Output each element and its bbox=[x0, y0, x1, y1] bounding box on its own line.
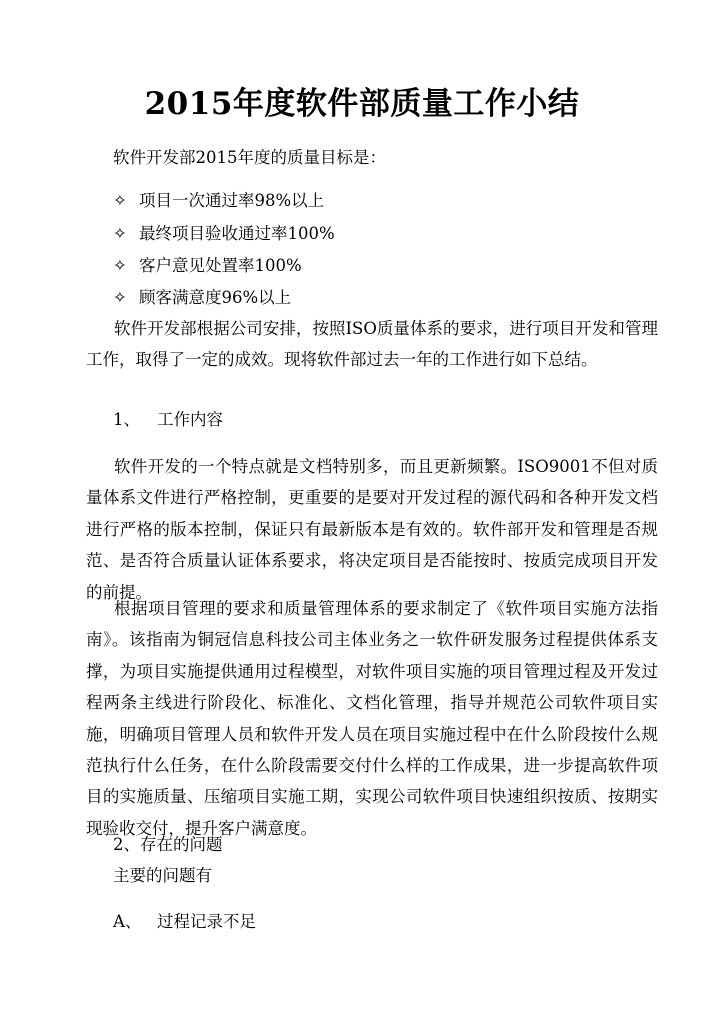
subsection-number: A、 bbox=[113, 912, 142, 931]
summary-paragraph: 软件开发部根据公司安排，按照ISO质量体系的要求，进行项目开发和管理工作，取得了一定的成效。现将软件部过去一年的工作进行如下总结。 bbox=[86, 319, 658, 370]
goal-item bbox=[113, 189, 324, 213]
problems-intro: 主要的问题有 bbox=[113, 866, 212, 885]
diamond-star-bullet-icon: ✧ bbox=[113, 256, 127, 275]
subsection-label: 过程记录不足 bbox=[157, 912, 256, 931]
goal-text: 最终项目验收通过率100% bbox=[139, 224, 335, 243]
section-heading-problems: 2、存在的问题 bbox=[113, 835, 223, 854]
goal-text: 客户意见处置率100% bbox=[139, 256, 302, 275]
work-content-paragraph: 软件开发的一个特点就是文档特别多，而且更新频繁。ISO9001不但对质量体系文件进行严格控制，更重要的是要对开发过程的源代码和各种开发文档进行严格的版本控制，保证只有最新版本是有效的。软件部开发和管理是否规范、是否符合质量认证体系要求，将决定项目是否能按时、按质完成项目开发的前提。 bbox=[86, 457, 658, 602]
diamond-star-bullet-icon: ✧ bbox=[113, 191, 127, 210]
quality-goals-intro: 软件开发部2015年度的质量目标是： bbox=[113, 148, 386, 167]
section-heading-work-content bbox=[113, 408, 223, 432]
goal-text: 顾客满意度96%以上 bbox=[139, 288, 292, 307]
goal-text: 项目一次通过率98%以上 bbox=[139, 191, 325, 210]
goal-item bbox=[113, 254, 302, 278]
section-number: 1、 bbox=[113, 410, 140, 429]
subsection-heading-a bbox=[113, 910, 256, 934]
diamond-star-bullet-icon: ✧ bbox=[113, 224, 127, 243]
goal-item bbox=[113, 286, 291, 310]
section-label: 工作内容 bbox=[157, 410, 223, 429]
document-title: 2015年度软件部质量工作小结 bbox=[144, 86, 580, 122]
methodology-paragraph: 根据项目管理的要求和质量管理体系的要求制定了《软件项目实施方法指南》。该指南为铜冠信息科技公司主体业务之一软件研发服务过程提供体系支撑，为项目实施提供通用过程模型，对软件项目实施的项目管理过程及开发过程两条主线进行阶段化、标准化、文档化管理，指导并规范公司软件项目实施，明确项目管理人员和软件开发人员在项目实施过程中在什么阶段按什么规范执行什么任务，在什么阶段需要交付什么样的工作成果，进一步提高软件项目的实施质量、压缩项目实施工期，实现公司软件项目快速组织按质、按期实现验收交付，提升客户满意度。 bbox=[86, 599, 658, 838]
goal-item bbox=[113, 222, 335, 246]
diamond-star-bullet-icon: ✧ bbox=[113, 288, 127, 307]
